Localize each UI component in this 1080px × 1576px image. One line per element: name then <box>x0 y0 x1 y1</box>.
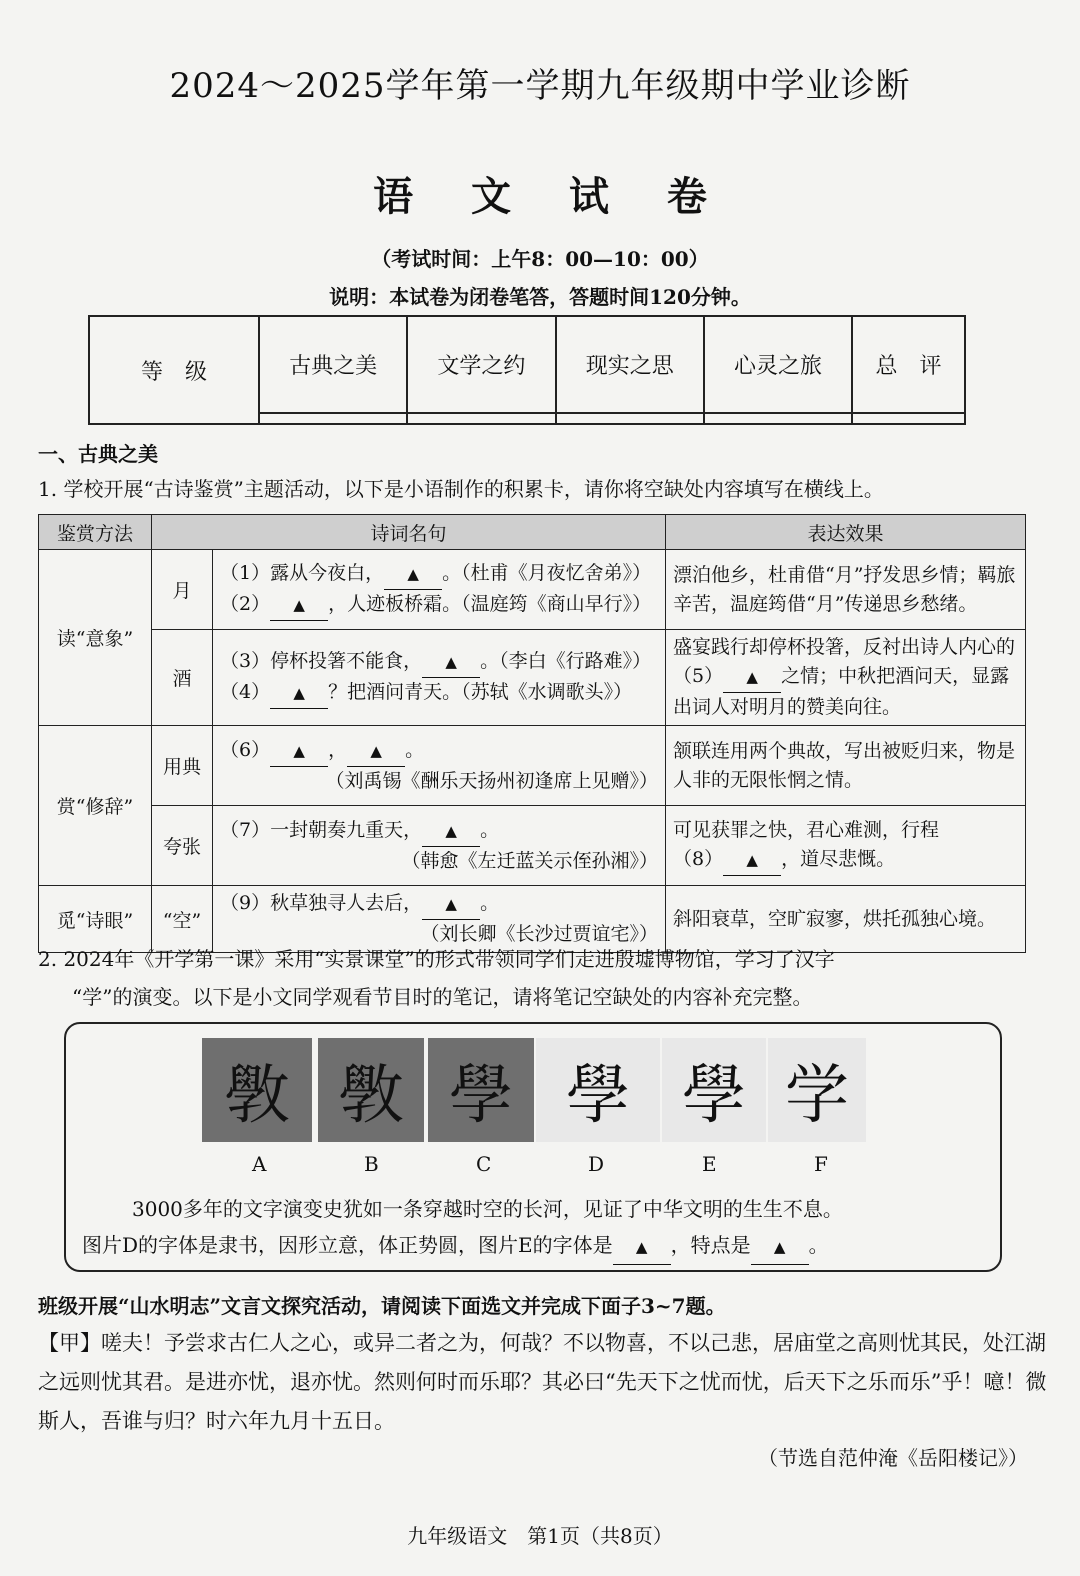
exam-time: （考试时间：上午8：00—10：00） <box>371 247 709 271</box>
blank-8[interactable]: ▲ <box>723 845 781 876</box>
blank-6b[interactable]: ▲ <box>347 736 405 767</box>
glyph-image-e: 學 <box>662 1038 766 1142</box>
appreciation-table <box>38 514 1026 953</box>
verse-source: （刘禹锡《酬乐天扬州初逢席上见赠》） <box>325 769 658 792</box>
notes-box <box>64 1022 1002 1272</box>
blank-5[interactable]: ▲ <box>723 662 781 693</box>
grade-cell[interactable] <box>407 413 555 424</box>
section-heading: 一、古典之美 <box>38 442 158 466</box>
grade-cell[interactable] <box>556 413 704 424</box>
grade-cell[interactable] <box>704 413 852 424</box>
col-header-method: 鉴赏方法 <box>39 515 152 550</box>
blank-2[interactable]: ▲ <box>270 590 328 621</box>
effect-cell: 可见获罪之快，君心难测，行程 （8） ▲ ，道尽悲慨。 <box>666 806 1026 886</box>
verse-source: （刘长卿《长沙过贾谊宅》） <box>420 923 658 945</box>
col-header-verse: 诗词名句 <box>152 515 666 550</box>
grade-col-2: 文学之约 <box>407 316 555 413</box>
sub-exaggeration: 夸张 <box>152 806 213 886</box>
exam-instructions: 说明：本试卷为闭卷笔答，答题时间120分钟。 <box>329 285 751 309</box>
verse-cell: （9）秋草独寻人去后， ▲ 。 （刘长卿《长沙过贾谊宅》） <box>213 886 666 953</box>
glyph-image-c: 學 <box>428 1038 534 1142</box>
glyph-label-c: C <box>476 1152 492 1176</box>
blank-1[interactable]: ▲ <box>384 559 442 590</box>
grade-col-5: 总 评 <box>852 316 965 413</box>
category-rhetoric: 赏“修辞” <box>39 726 152 886</box>
glyph-image-a: 斆 <box>202 1038 312 1142</box>
col-header-effect: 表达效果 <box>666 515 1026 550</box>
glyph-image-b: 斆 <box>318 1038 424 1142</box>
sub-allusion: 用典 <box>152 726 213 806</box>
question-2-line-2: “学”的演变。以下是小文同学观看节目时的笔记，请将笔记空缺处的内容补充完整。 <box>72 985 813 1009</box>
blank-feature-e[interactable]: ▲ <box>751 1228 809 1265</box>
category-imagery: 读“意象” <box>39 550 152 726</box>
glyph-label-f: F <box>814 1152 828 1176</box>
glyph-image-f: 学 <box>768 1038 866 1142</box>
grade-col-1: 古典之美 <box>259 316 407 413</box>
effect-cell: 漂泊他乡，杜甫借“月”抒发思乡情；羁旅辛苦，温庭筠借“月”传递思乡愁绪。 <box>666 550 1026 630</box>
verse-cell: （3）停杯投箸不能食， ▲ 。（李白《行路难》） （4） ▲ ？把酒问青天。（苏轼《水调歌头》） <box>213 630 666 726</box>
grade-col-3: 现实之思 <box>556 316 704 413</box>
sub-moon: 月 <box>152 550 213 630</box>
effect-cell: 颔联连用两个典故，写出被贬归来，物是人非的无限怅惘之情。 <box>666 726 1026 806</box>
blank-font-e[interactable]: ▲ <box>613 1228 671 1265</box>
effect-cell: 盛宴践行却停杯投箸，反衬出诗人内心的（5） ▲ 之情；中秋把酒问天，显露出词人对明月的赞美向往。 <box>666 630 1026 726</box>
sub-wine: 酒 <box>152 630 213 726</box>
notes-line-1: 3000多年的文字演变史犹如一条穿越时空的长河，见证了中华文明的生生不息。 <box>132 1197 843 1221</box>
page-footer: 九年级语文 第1页（共8页） <box>407 1524 673 1548</box>
blank-4[interactable]: ▲ <box>270 678 328 709</box>
glyph-label-a: A <box>252 1152 267 1176</box>
classical-text: 【甲】嗟夫！予尝求古仁人之心，或异二者之为，何哉？不以物喜，不以己悲，居庙堂之高则忧其民，处江湖之远则忧其君。是进亦忧，退亦忧。然则何时而乐耶？其必曰“先天下之忧而忧，后天下之乐而乐”乎！噫！微斯人，吾谁与归？时六年九月十五日。 <box>38 1331 1047 1433</box>
notes-line-2: 图片D的字体是隶书，因形立意，体正势圆，图片E的字体是 ▲ ，特点是 ▲ 。 <box>82 1228 982 1265</box>
glyph-label-d: D <box>588 1152 605 1176</box>
glyph-image-d: 學 <box>536 1038 660 1142</box>
page-title: 语 文 试 卷 <box>373 173 729 220</box>
verse-cell: （7）一封朝奏九重天， ▲ 。 （韩愈《左迁蓝关示侄孙湘》） <box>213 806 666 886</box>
grade-col-4: 心灵之旅 <box>704 316 852 413</box>
blank-3[interactable]: ▲ <box>422 647 480 678</box>
question-1-intro: 1. 学校开展“古诗鉴赏”主题活动，以下是小语制作的积累卡，请你将空缺处内容填写在横线上。 <box>38 477 884 501</box>
grade-row-label: 等 级 <box>89 316 259 424</box>
verse-source: （韩愈《左迁蓝关示侄孙湘》） <box>401 849 658 872</box>
text-source: （节选自范仲淹《岳阳楼记》） <box>758 1446 1028 1470</box>
glyph-label-e: E <box>702 1152 717 1176</box>
activity-heading: 班级开展“山水明志”文言文探究活动，请阅读下面选文并完成下面子3~7题。 <box>38 1294 726 1318</box>
grade-cell[interactable] <box>852 413 965 424</box>
blank-6a[interactable]: ▲ <box>270 736 328 767</box>
grade-cell[interactable] <box>259 413 407 424</box>
grade-table <box>88 315 966 425</box>
question-2-line-1: 2. 2024年《开学第一课》采用“实景课堂”的形式带领同学们走进殷墟博物馆，学习了汉字 <box>38 947 835 971</box>
sub-empty: “空” <box>152 886 213 953</box>
verse-cell: （6） ▲ ， ▲ 。 （刘禹锡《酬乐天扬州初逢席上见赠》） <box>213 726 666 806</box>
blank-9[interactable]: ▲ <box>422 889 480 920</box>
exam-header: 2024～2025学年第一学期九年级期中学业诊断 <box>169 66 911 106</box>
category-poem-eye: 觅“诗眼” <box>39 886 152 953</box>
glyph-label-b: B <box>364 1152 379 1176</box>
verse-cell: （1）露从今夜白， ▲ 。（杜甫《月夜忆舍弟》） （2） ▲ ，人迹板桥霜。（温庭筠《商山早行》） <box>213 550 666 630</box>
effect-cell: 斜阳衰草，空旷寂寥，烘托孤独心境。 <box>666 886 1026 953</box>
blank-7[interactable]: ▲ <box>422 816 480 847</box>
